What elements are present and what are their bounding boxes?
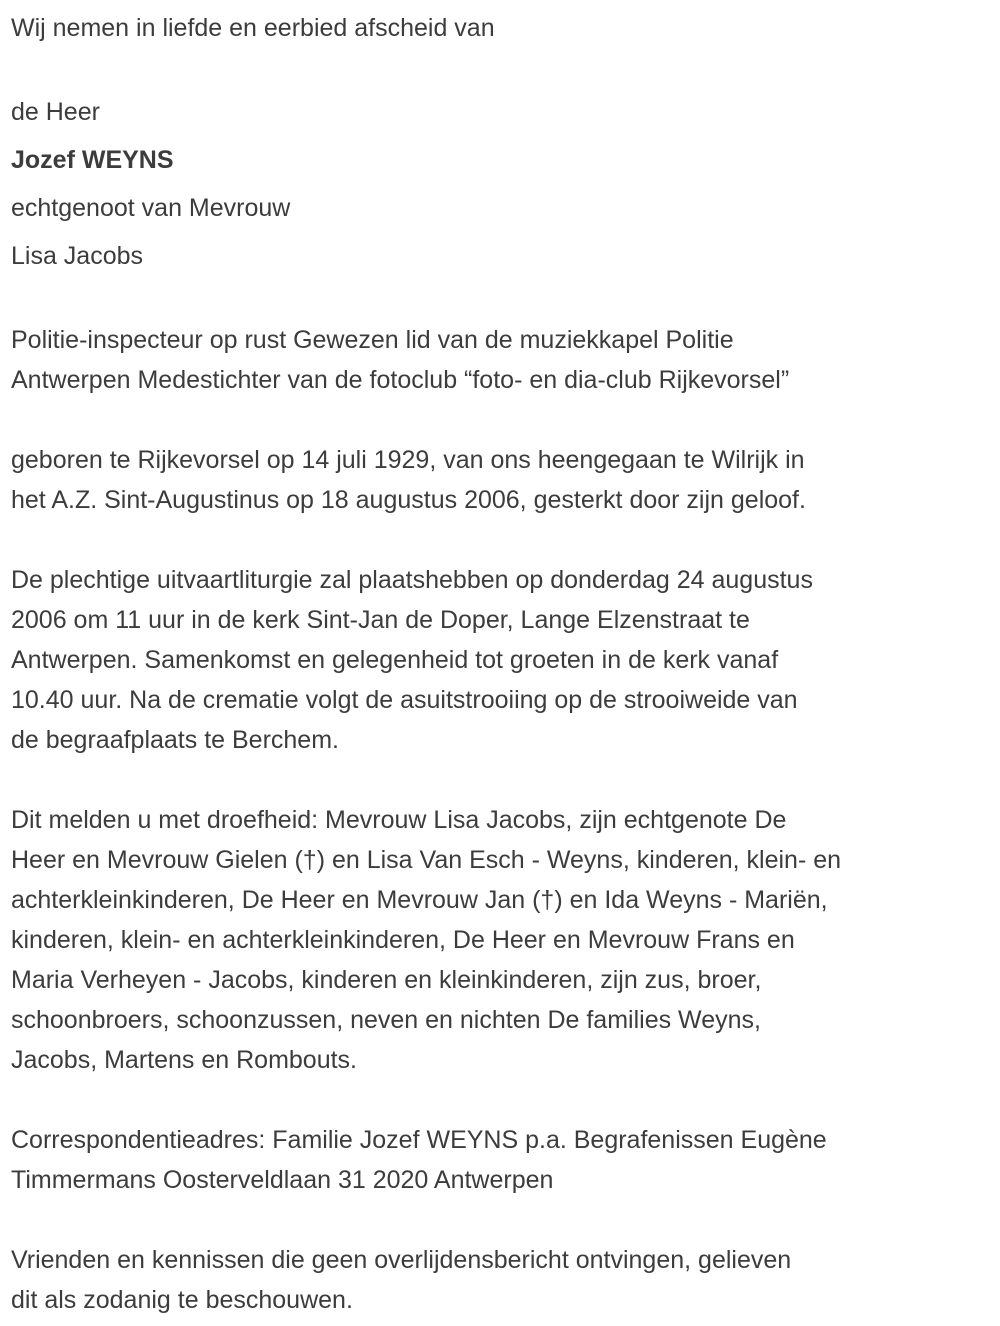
text-line: Antwerpen. Samenkomst en gelegenheid tot groeten in de kerk vanaf <box>11 646 779 674</box>
text-line: Heer en Mevrouw Gielen (†) en Lisa Van Esch - Weyns, kinderen, klein- en <box>11 846 842 874</box>
text-line: de begraafplaats te Berchem. <box>11 726 339 754</box>
text-line: De plechtige uitvaartliturgie zal plaatshebben op donderdag 24 augustus <box>11 566 813 594</box>
text-line: Jacobs, Martens en Rombouts. <box>11 1046 357 1074</box>
text-line: schoonbroers, schoonzussen, neven en nichten De families Weyns, <box>11 1006 761 1034</box>
header-line: echtgenoot van Mevrouw <box>11 194 291 222</box>
text-line: 10.40 uur. Na de crematie volgt de asuitstrooiing op de strooiweide van <box>11 686 798 714</box>
text-line: Correspondentieadres: Familie Jozef WEYNS p.a. Begrafenissen Eugène <box>11 1126 827 1154</box>
text-line: 2006 om 11 uur in de kerk Sint-Jan de Doper, Lange Elzenstraat te <box>11 606 750 634</box>
text-line: Timmermans Oosterveldlaan 31 2020 Antwerpen <box>11 1166 554 1194</box>
paragraph <box>11 1120 988 1200</box>
text-line: Politie-inspecteur op rust Gewezen lid van de muziekkapel Politie <box>11 326 734 354</box>
text-line: dit als zodanig te beschouwen. <box>11 1286 353 1314</box>
text-line: kinderen, klein- en achterkleinkinderen, De Heer en Mevrouw Frans en <box>11 926 795 954</box>
paragraph <box>11 800 988 1080</box>
paragraph <box>11 560 988 760</box>
deceased-name: Jozef WEYNS <box>11 146 174 174</box>
text-line: het A.Z. Sint-Augustinus op 18 augustus 2006, gesterkt door zijn geloof. <box>11 486 806 514</box>
text-line: Vrienden en kennissen die geen overlijdensbericht ontvingen, gelieven <box>11 1246 792 1274</box>
paragraphs <box>11 320 988 1320</box>
paragraph <box>11 440 988 520</box>
paragraph <box>11 320 988 400</box>
text-line: Dit melden u met droefheid: Mevrouw Lisa Jacobs, zijn echtgenote De <box>11 806 787 834</box>
text-line: achterkleinkinderen, De Heer en Mevrouw Jan (†) en Ida Weyns - Mariën, <box>11 886 828 914</box>
intro-line: Wij nemen in liefde en eerbied afscheid van <box>11 14 495 42</box>
paragraph <box>11 1240 988 1320</box>
header-line: Lisa Jacobs <box>11 242 144 270</box>
header-block <box>11 88 988 280</box>
text-line: geboren te Rijkevorsel op 14 juli 1929, van ons heengegaan te Wilrijk in <box>11 446 805 474</box>
text-line: Maria Verheyen - Jacobs, kinderen en kleinkinderen, zijn zus, broer, <box>11 966 762 994</box>
header-line: de Heer <box>11 98 100 126</box>
text-line: Antwerpen Medestichter van de fotoclub “foto- en dia-club Rijkevorsel” <box>11 366 790 394</box>
